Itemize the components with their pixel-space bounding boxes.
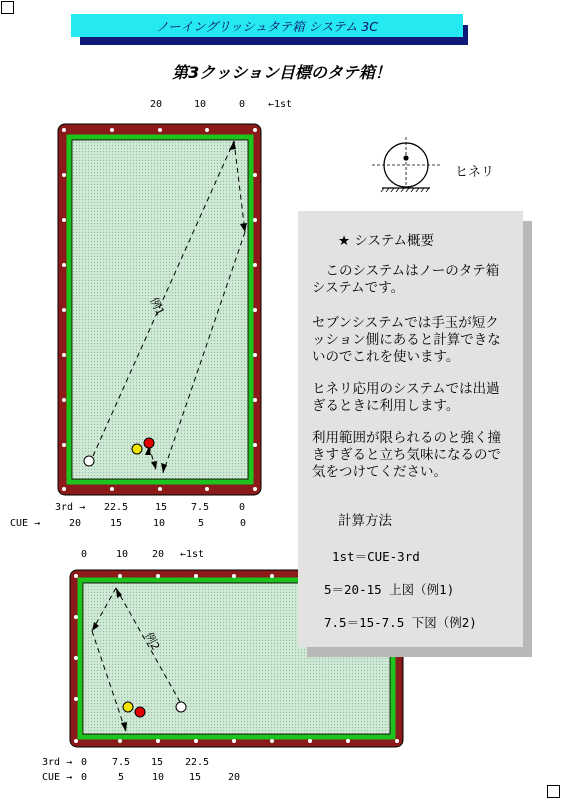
panel-paragraph: ヒネリ応用のシステムでは出過ぎるときに利用します。 (312, 381, 500, 414)
red-ball (144, 438, 154, 448)
cue-mark: 15 (188, 772, 202, 783)
english-label: ヒネリ (455, 165, 495, 180)
cue-label: CUE → (10, 518, 41, 529)
first-mark: 20 (151, 549, 165, 560)
cue-mark: 0 (239, 518, 247, 529)
cue-mark: 10 (152, 518, 166, 529)
third-mark: 7.5 (190, 502, 210, 513)
calc-heading: 計算方法 (338, 513, 392, 529)
path-label: 例2 (142, 630, 163, 653)
cue-mark: 5 (117, 772, 125, 783)
top-billiard-table (58, 124, 261, 495)
white-cue-ball (176, 702, 186, 712)
system-overview-panel (298, 211, 523, 647)
contact-point (403, 155, 408, 160)
calc-example-2: 7.5＝15-7.5 下図（例2) (324, 615, 477, 630)
english-diagram (372, 137, 494, 192)
white-cue-ball (84, 456, 94, 466)
page-subtitle: 第3クッション目標のタテ箱！ (172, 63, 391, 82)
panel-paragraph: このシステムはノーのタテ箱システムです。 (312, 263, 500, 296)
cue-mark: 10 (151, 772, 165, 783)
third-mark: 15 (154, 502, 168, 513)
first-mark: 0 (80, 549, 88, 560)
yellow-ball (123, 702, 133, 712)
red-ball (135, 707, 145, 717)
first-mark: 20 (149, 99, 163, 110)
cue-mark: 5 (197, 518, 205, 529)
cue-mark: 20 (227, 772, 241, 783)
third-label: 3rd → (55, 502, 86, 513)
cue-mark: 20 (68, 518, 82, 529)
banner-text: ノーイングリッシュタテ箱 システム 3C (155, 18, 378, 34)
third-mark: 15 (150, 757, 164, 768)
panel-heading: ★ システム概要 (338, 233, 435, 249)
third-label: 3rd → (42, 757, 73, 768)
calc-formula: 1st＝CUE-3rd (332, 549, 420, 564)
third-mark: 0 (238, 502, 246, 513)
first-mark: 0 (238, 99, 246, 110)
cue-mark: 0 (80, 772, 88, 783)
cue-label: CUE → (42, 772, 73, 783)
calc-example-1: 5＝20-15 上図（例1) (324, 582, 455, 597)
path-label: 例1 (147, 295, 167, 318)
first-label: ←1st (268, 99, 293, 110)
panel-paragraph: 利用範囲が限られるのと強く撞きすぎると立ち気味になるので気をつけてください。 (312, 430, 501, 480)
yellow-ball (132, 444, 142, 454)
third-mark: 22.5 (103, 502, 129, 513)
panel-paragraph: セブンシステムでは手玉が短クッション側にあると計算できないのでこれを使います。 (312, 315, 501, 365)
first-mark: 10 (193, 99, 207, 110)
first-label: ←1st (180, 549, 205, 560)
third-mark: 7.5 (111, 757, 131, 768)
first-mark: 10 (115, 549, 129, 560)
third-mark: 0 (80, 757, 88, 768)
cue-mark: 15 (109, 518, 123, 529)
third-mark: 22.5 (184, 757, 210, 768)
